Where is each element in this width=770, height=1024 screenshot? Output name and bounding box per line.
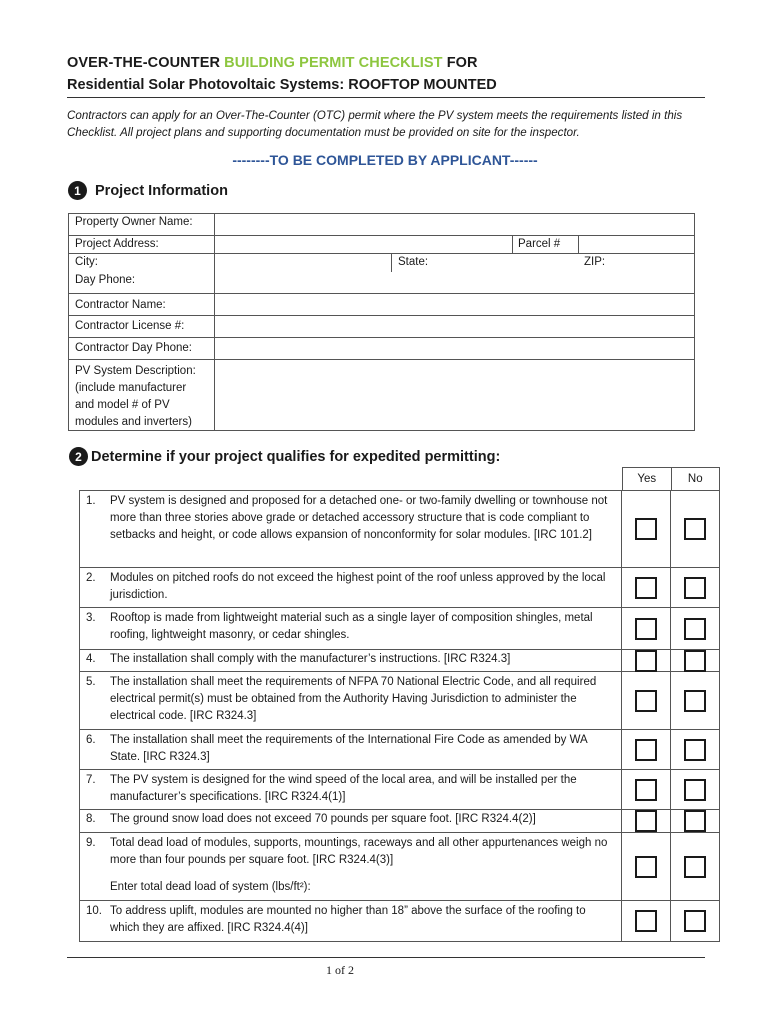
checklist-item (80, 608, 719, 650)
owner-label: Property Owner Name: (75, 216, 193, 228)
title-text-2: FOR (442, 55, 478, 71)
item-text: The ground snow load does not exceed 70 pounds per square foot. [IRC R324.4(2)] (110, 813, 536, 825)
contractor-phone-label: Contractor Day Phone: (75, 342, 192, 354)
pv-desc-line-4: modules and inverters) (75, 416, 192, 428)
item-text: The installation shall comply with the manufacturer’s instructions. [IRC R324.3] (110, 653, 511, 665)
contractor-name-label: Contractor Name: (75, 299, 166, 311)
header-divider (67, 97, 705, 98)
owner-input[interactable] (214, 214, 694, 235)
checklist-item (80, 491, 719, 568)
city-label: City: (75, 256, 98, 268)
item-text: The PV system is designed for the wind speed of the local area, and will be installed per the manufacturer’s specifications. [IRC R324.4(1)] (110, 774, 577, 803)
page-number: 1 of 2 (326, 963, 354, 977)
checklist-item (80, 770, 719, 810)
yes-checkbox[interactable] (635, 577, 657, 599)
item-number: 4. (86, 653, 96, 665)
zip-label: ZIP: (584, 256, 606, 268)
page-title (67, 55, 478, 71)
pv-desc-line-1: PV System Description: (75, 365, 196, 377)
checklist-item (80, 672, 719, 730)
no-checkbox[interactable] (684, 577, 706, 599)
pv-desc-line-3: and model # of PV (75, 399, 170, 411)
title-highlight: BUILDING PERMIT CHECKLIST (224, 55, 443, 71)
address-label: Project Address: (75, 238, 159, 250)
item-text: PV system is designed and proposed for a detached one- or two-family dwelling or townhouse not more than three stories above grade or detached accessory structure that is code compliant to setbacks and height, or code allows expansion of nonconformity for solar modules. [IRC 101.2] (110, 495, 608, 541)
address-input[interactable] (214, 236, 512, 253)
yes-header: Yes (637, 473, 657, 485)
checklist-item (80, 568, 719, 608)
no-checkbox[interactable] (684, 810, 706, 832)
contractor-name-input[interactable] (214, 294, 694, 315)
applicant-banner: --------TO BE COMPLETED BY APPLICANT------ (232, 152, 538, 168)
parcel-input[interactable] (578, 236, 694, 253)
no-header: No (671, 468, 720, 490)
item-text: Total dead load of modules, supports, mountings, raceways and all other appurtenances weigh no more than four pounds per square foot. [IRC R324.4(3)] (110, 837, 608, 866)
item-number: 1. (86, 495, 96, 507)
yes-checkbox[interactable] (635, 650, 657, 672)
item-number: 6. (86, 734, 96, 746)
checklist-item (80, 810, 719, 833)
yes-checkbox[interactable] (635, 739, 657, 761)
pv-description-label (69, 360, 214, 430)
yes-checkbox[interactable] (635, 779, 657, 801)
parcel-label: Parcel # (512, 236, 578, 253)
item-number: 3. (86, 612, 96, 624)
item-number: 7. (86, 774, 96, 786)
section-2-heading (69, 447, 500, 466)
item-text: To address uplift, modules are mounted no higher than 18” above the surface of the roofing to which they are affixed. [IRC R324.4(4)] (110, 905, 586, 934)
license-label: Contractor License #: (75, 320, 185, 332)
contractor-phone-input[interactable] (214, 338, 694, 359)
page-subtitle: Residential Solar Photovoltaic Systems: ROOFTOP MOUNTED (67, 77, 497, 93)
item-number: 10. (86, 905, 102, 917)
section-1-heading (68, 181, 228, 200)
day-phone-input[interactable] (214, 272, 694, 293)
section-1-title: Project Information (95, 182, 228, 199)
dead-load-prompt: Enter total dead load of system (lbs/ft²): (110, 881, 311, 893)
no-checkbox[interactable] (684, 910, 706, 932)
no-checkbox[interactable] (684, 518, 706, 540)
city-input[interactable] (214, 254, 391, 272)
no-checkbox[interactable] (684, 856, 706, 878)
section-2-number: 2 (69, 447, 88, 466)
item-number: 5. (86, 676, 96, 688)
yes-checkbox[interactable] (635, 690, 657, 712)
item-number: 9. (86, 837, 96, 849)
intro-text: Contractors can apply for an Over-The-Counter (OTC) permit where the PV system meets the requirements listed in this Checklist. All project plans and supporting documentation must be provided on site for the inspector. (67, 109, 683, 139)
item-number: 2. (86, 572, 96, 584)
no-checkbox[interactable] (684, 739, 706, 761)
item-text: The installation shall meet the requirements of the International Fire Code as amended by WA State. [IRC R324.3] (110, 734, 588, 763)
item-number: 8. (86, 813, 96, 825)
item-text: Modules on pitched roofs do not exceed the highest point of the roof unless approved by the local jurisdiction. (110, 572, 606, 601)
no-checkbox[interactable] (684, 618, 706, 640)
day-phone-label: Day Phone: (75, 274, 136, 286)
no-checkbox[interactable] (684, 779, 706, 801)
checklist-item (80, 833, 719, 901)
yes-checkbox[interactable] (635, 910, 657, 932)
no-checkbox[interactable] (684, 650, 706, 672)
license-input[interactable] (214, 316, 694, 337)
checklist-item (80, 901, 719, 941)
checklist-item (80, 730, 719, 770)
yes-checkbox[interactable] (635, 618, 657, 640)
section-1-number: 1 (68, 181, 87, 200)
footer-divider (67, 957, 705, 958)
item-text: Rooftop is made from lightweight material such as a single layer of composition shingles, metal roofing, lightweight masonry, or cedar shingles. (110, 612, 593, 641)
state-label: State: (391, 254, 578, 272)
qualification-checklist (79, 490, 720, 942)
section-2-title: Determine if your project qualifies for expedited permitting: (91, 448, 501, 465)
yes-checkbox[interactable] (635, 856, 657, 878)
project-info-table (68, 213, 695, 431)
title-text-1: OVER-THE-COUNTER (67, 55, 225, 71)
yes-checkbox[interactable] (635, 518, 657, 540)
yes-no-header (622, 467, 720, 491)
no-checkbox[interactable] (684, 690, 706, 712)
pv-description-input[interactable] (214, 360, 694, 430)
item-text: The installation shall meet the requirements of NFPA 70 National Electric Code, and all required electrical permit(s) must be obtained from the Authority Having Jurisdiction to administer the electrical code. [IRC R324.3] (110, 676, 597, 722)
checklist-item (80, 650, 719, 672)
yes-checkbox[interactable] (635, 810, 657, 832)
pv-desc-line-2: (include manufacturer (75, 382, 187, 394)
